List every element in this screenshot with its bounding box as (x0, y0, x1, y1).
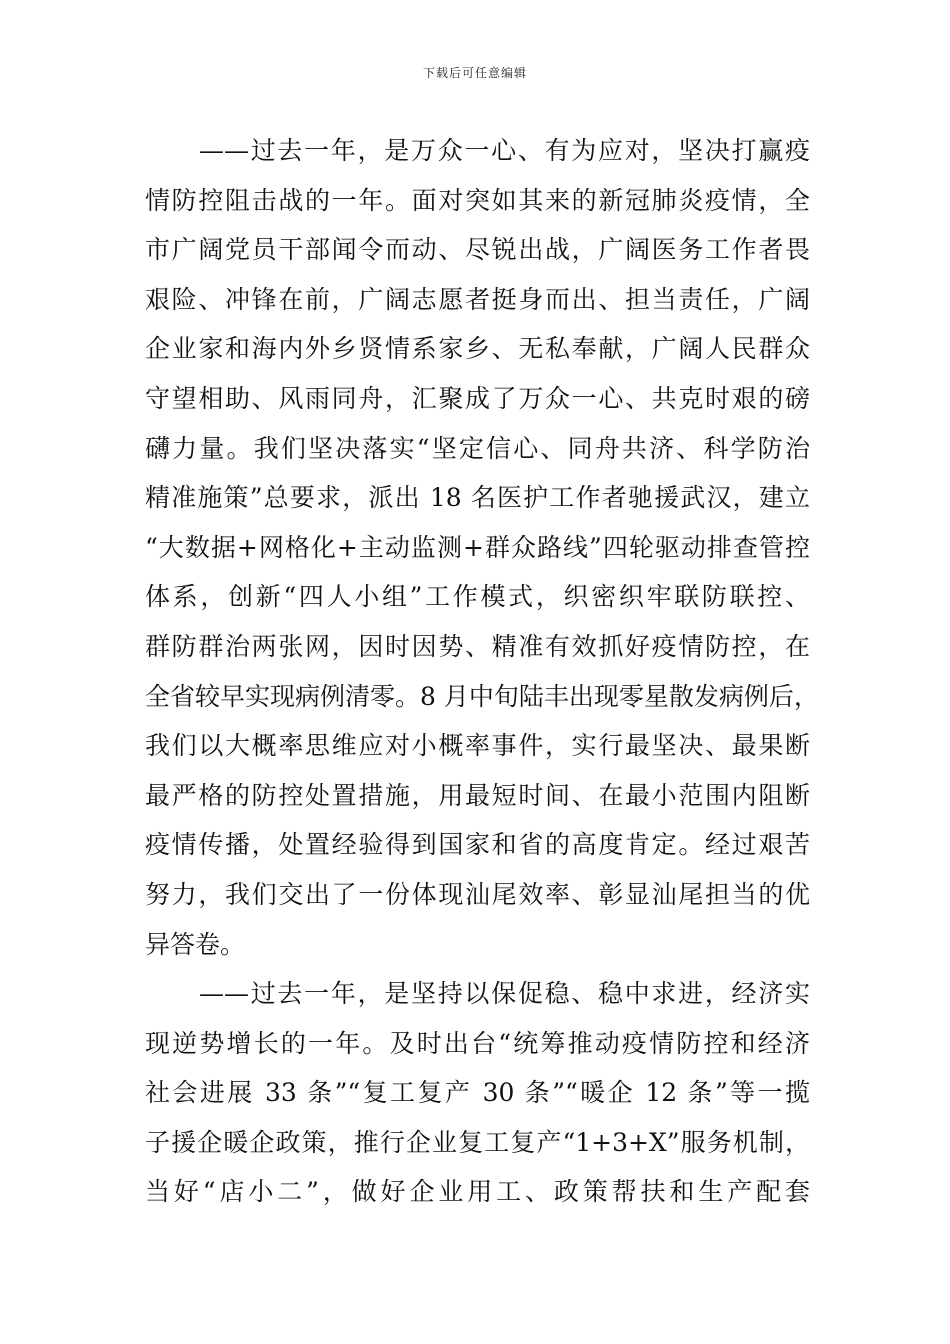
page-header: 下载后可任意编辑 (422, 66, 527, 80)
text-line: 疫情传播，处置经验得到国家和省的高度肯定。经过艰苦 (145, 830, 810, 860)
text-line: 努力，我们交出了一份体现汕尾效率、彰显汕尾担当的优 (145, 879, 810, 909)
text-line: ——过去一年，是万众一心、有为应对，坚决打赢疫 (199, 136, 810, 165)
text-line: 守望相助、风雨同舟，汇聚成了万众一心、共克时艰的磅 (145, 383, 810, 413)
text-line: 精准施策”总要求，派出 18 名医护工作者驰援武汉，建立 (145, 483, 810, 513)
paragraph-1 (145, 126, 819, 969)
text-line: 现逆势增长的一年。及时出台“统筹推动疫情防控和经济 (145, 1028, 810, 1058)
text-line: 我们以大概率思维应对小概率事件，实行最坚决、最果断 (145, 731, 810, 761)
text-line: 市广阔党员干部闻令而动、尽锐出战，广阔医务工作者畏 (145, 235, 810, 265)
text-line: 艰险、冲锋在前，广阔志愿者挺身而出、担当责任，广阔 (145, 284, 810, 314)
text-line: 当好“店小二”，做好企业用工、政策帮扶和生产配套 (145, 1177, 810, 1207)
text-line: 礴力量。我们坚决落实“坚定信心、同舟共济、科学防治 (145, 433, 810, 463)
text-line: 子援企暖企政策，推行企业复工复产“1+3+X”服务机制， (145, 1127, 810, 1157)
text-line: 社会进展 33 条”“复工复产 30 条”“暖企 12 条”等一揽 (145, 1078, 810, 1108)
text-line: 最严格的防控处置措施，用最短时间、在最小范围内阻断 (145, 780, 810, 810)
text-line: “大数据+网格化+主动监测+群众路线”四轮驱动排查管控 (145, 532, 810, 562)
text-line: ——过去一年，是坚持以保促稳、稳中求进，经济实 (199, 979, 810, 1009)
paragraph-2 (145, 969, 810, 1217)
text-line: 异答卷。 (145, 929, 246, 959)
text-line: 全省较早实现病例清零。8 月中旬陆丰出现零星散发病例后， (145, 681, 819, 711)
document-body (145, 126, 819, 1217)
text-line: 企业家和海内外乡贤情系家乡、无私奉献，广阔人民群众 (145, 334, 810, 364)
text-line: 情防控阻击战的一年。面对突如其来的新冠肺炎疫情，全 (145, 185, 810, 215)
text-line: 体系，创新“四人小组”工作模式，织密织牢联防联控、 (145, 582, 810, 612)
text-line: 群防群治两张网，因时因势、精准有效抓好疫情防控，在 (145, 631, 810, 661)
